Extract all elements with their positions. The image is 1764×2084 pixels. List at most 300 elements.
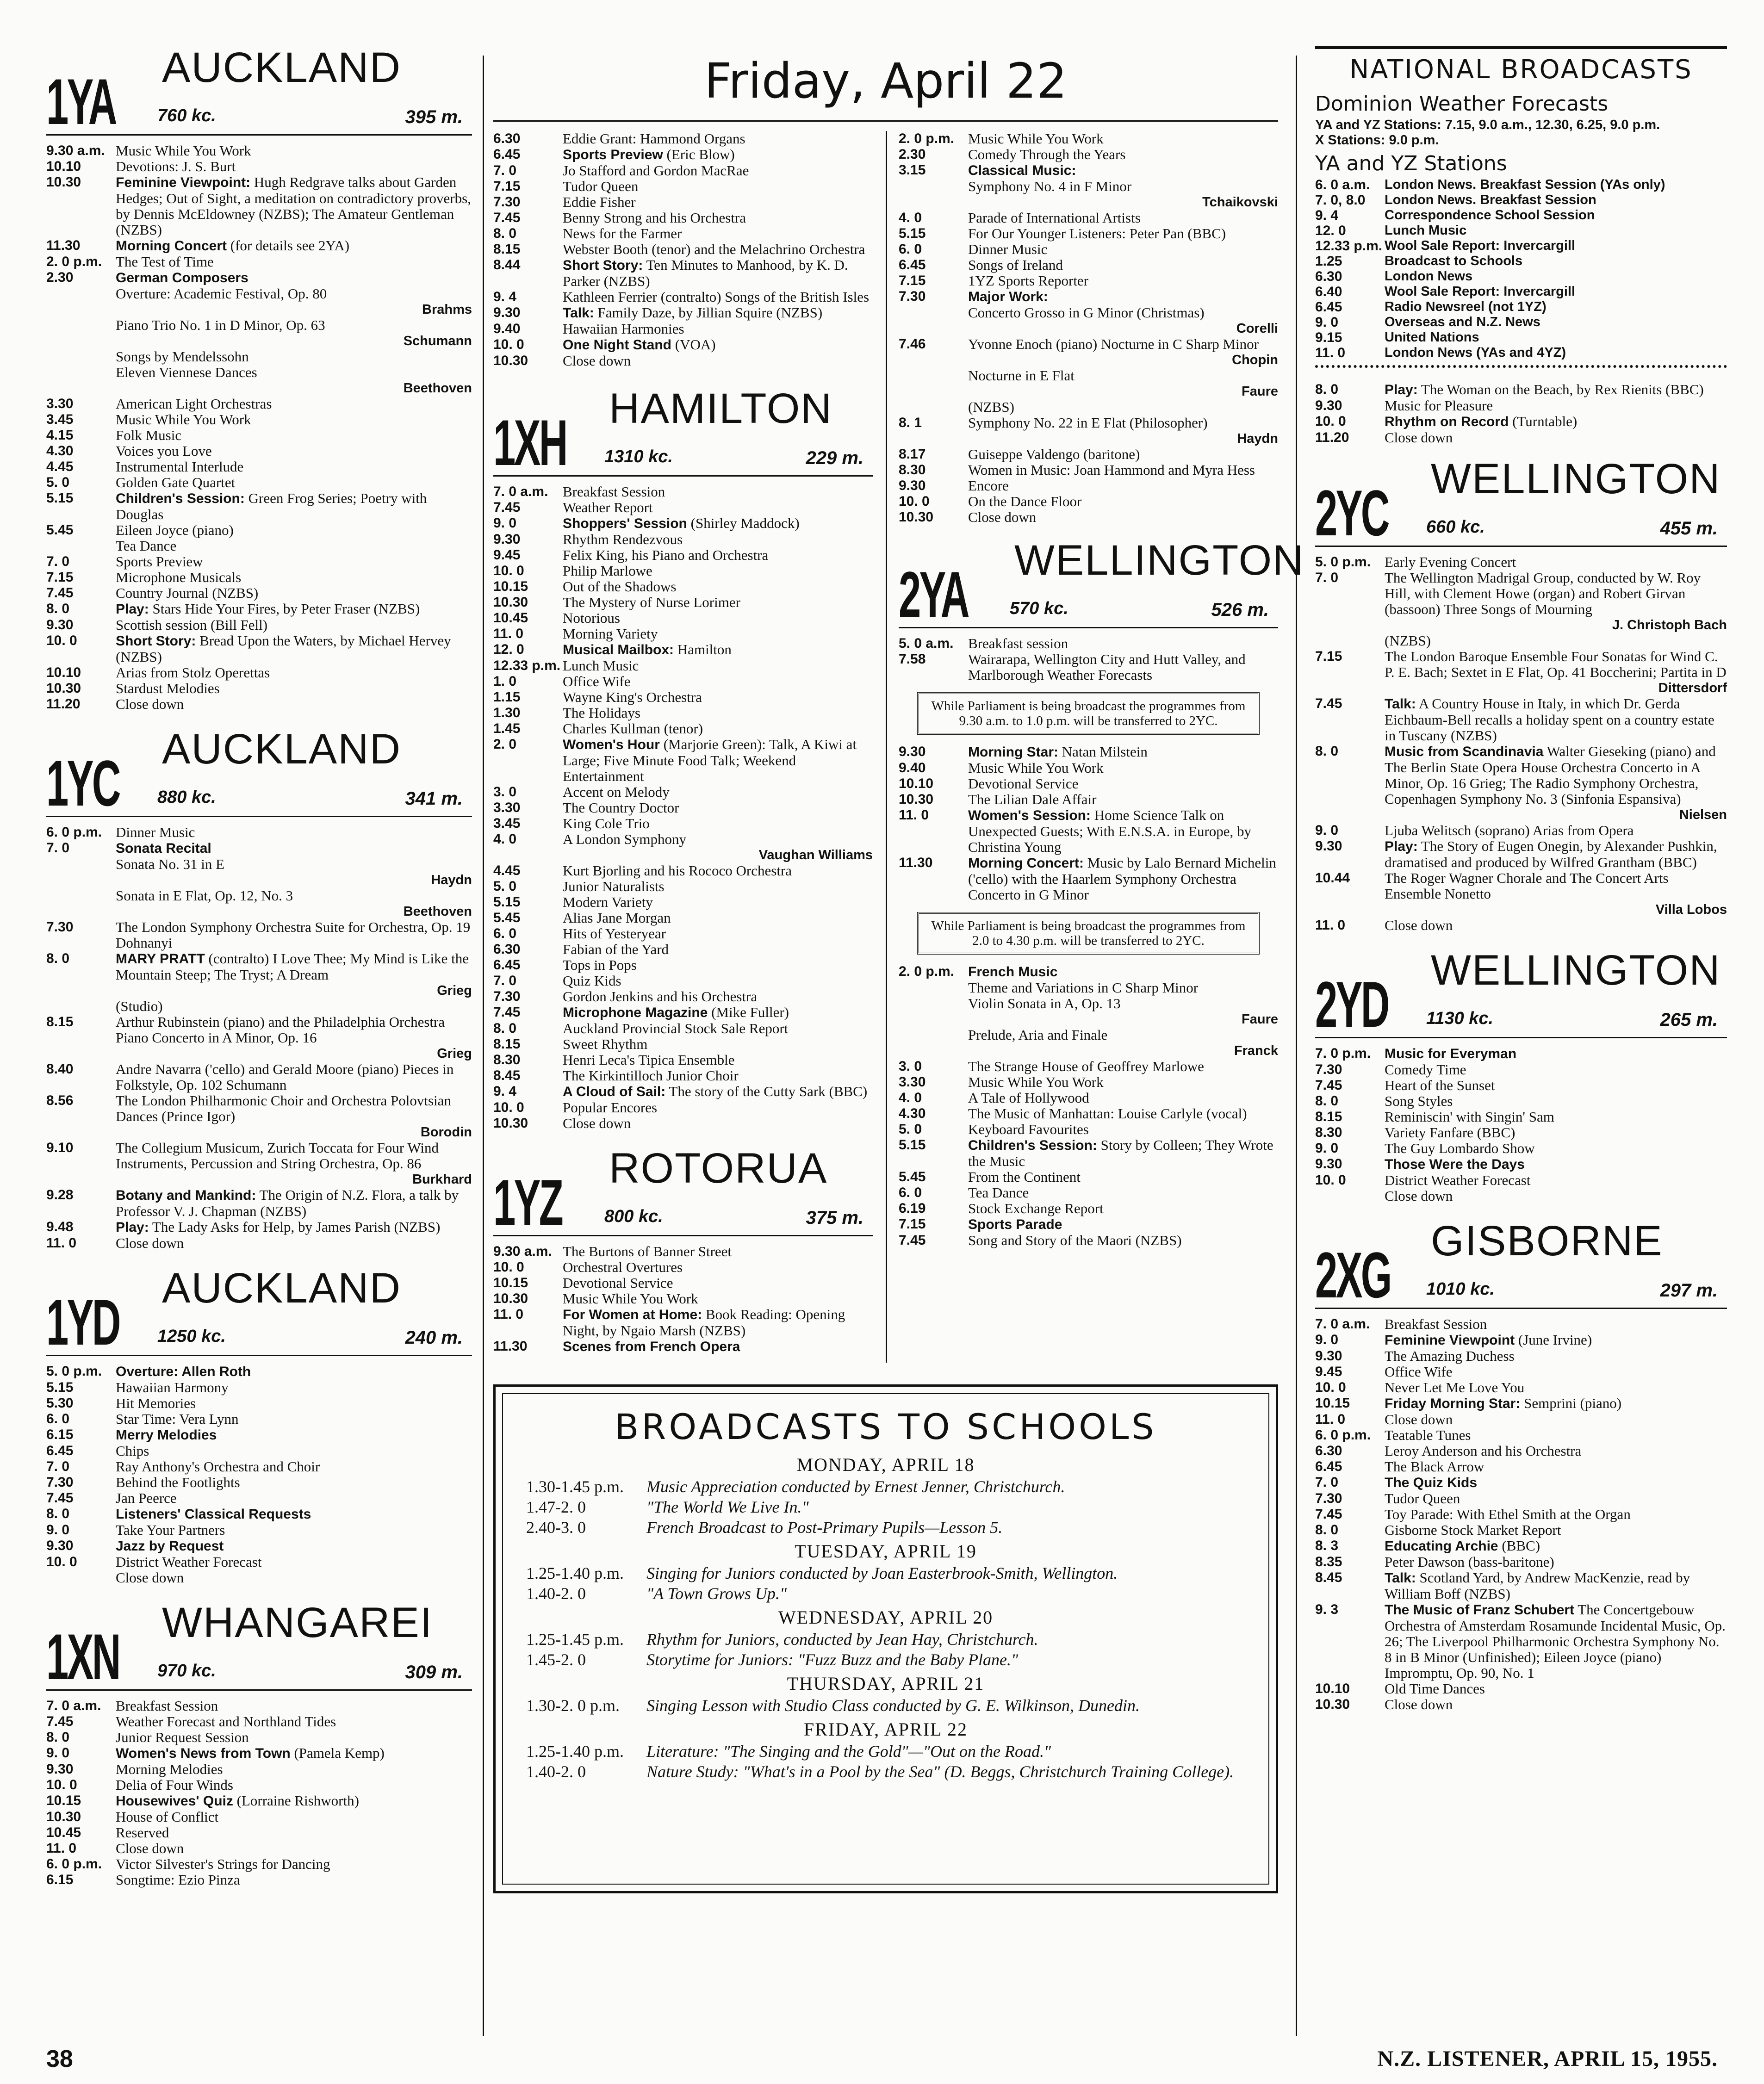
programme-time [46,317,116,333]
programme-time: 5.15 [493,894,521,910]
composer-name: Beethoven [403,381,472,396]
programme-title: Sonata Recital [116,841,211,856]
programme-detail: The Test of Time [116,254,214,270]
programme-text [563,1068,873,1084]
programme-detail: Close down [1385,1696,1453,1712]
parliament-notice: While Parliament is being broadcast the programmes from 9.30 a.m. to 1.0 p.m. will be transferred to 2YC. [917,692,1260,735]
programme-detail: Music While You Work [116,411,251,428]
programme-text [968,855,1278,903]
programme-detail: Comedy Time [1385,1061,1466,1078]
programme-detail: (Marjorie Green): Talk, A Kiwi at Large; Five Minute Food Talk; Weekend Entertainment [563,736,857,784]
programme-row [1315,1396,1727,1412]
programme-detail: Ten Minutes to Manhood, by K. D. Parker (NZBS) [563,257,848,289]
programme-detail: Bread Upon the Waters, by Michael Hervey (NZBS) [116,633,451,665]
programme-row [1315,1188,1727,1204]
station-block [899,537,1304,1248]
programme-time: 9.45 [1315,1364,1342,1379]
programme-text [968,980,1278,996]
programme-text [116,349,472,365]
programme-text [563,1100,873,1116]
programme-time: 7.58 [899,651,926,667]
programme-time: 8. 0 [1315,1093,1339,1109]
programme-list [46,825,472,1251]
schools-description: Music Appreciation conducted by Ernest Jenner, Christchurch. [646,1477,1065,1496]
programme-time: 8. 0 [1315,382,1339,397]
programme-row [1315,1412,1727,1427]
schools-description: Rhythm for Juniors, conducted by Jean Hay, Christchurch. [646,1630,1038,1649]
station-name: HAMILTON [609,385,832,432]
programme-detail: Scottish session (Bill Fell) [116,617,268,633]
programme-row [899,478,1278,494]
programme-row [899,1106,1278,1122]
programme-detail: Kathleen Ferrier (contralto) Songs of the British Isles [563,289,870,305]
programme-text [116,1061,472,1093]
programme-detail: Victor Silvester's Strings for Dancing [116,1856,330,1872]
programme-text [563,242,873,257]
composer-name: Faure [1242,384,1278,399]
programme-time: 8.45 [493,1068,521,1083]
programme-time: 9. 4 [493,289,517,304]
programme-title: Merry Melodies [116,1427,217,1443]
programme-text [1385,570,1727,617]
programme-time: 1. 0 [493,674,517,689]
programme-detail: The Lady Asks for Help, by James Parish (NZBS) [149,1219,441,1235]
programme-time: 7.30 [1315,1062,1342,1077]
station-frequency: 570 kc. [1010,599,1068,618]
programme-detail: Lunch Music [563,657,639,674]
programme-text [563,484,873,500]
programme-row [899,179,1278,194]
station-frequency: 800 kc. [604,1207,663,1226]
programme-text [563,831,873,847]
station-callsign: 1XN [46,1620,119,1693]
programme-time: 9. 0 [1315,823,1339,838]
programme-detail: The Concertgebouw Orchestra of Amsterdam Rosamunde Incidental Music, Op. 26; The Liverpool Philharmonic Orchestra Symphony No. 8 in B Minor (Unfinished); Eileen Joyce (piano) Impromptu, Op. 90, No. 1 [1385,1601,1726,1681]
programme-row [46,1014,472,1046]
programme-text [116,522,472,538]
programme-detail: Benny Strong and his Orchestra [563,210,746,226]
station-header [46,1601,472,1691]
programme-row [1315,414,1727,430]
programme-text [968,131,1278,147]
programme-time: 1.25 [1315,254,1342,269]
programme-text [1385,649,1727,680]
programme-row [493,1275,873,1291]
programme-time: 9. 4 [1315,208,1339,223]
programme-text [563,926,873,942]
programme-time: 11.30 [899,855,933,870]
programme-time: 8.15 [493,242,521,257]
programme-row [1315,1443,1727,1459]
programme-text [1385,1538,1727,1554]
programme-text [563,674,873,689]
programme-text [1385,823,1727,838]
programme-text [968,1185,1278,1201]
programme-text [563,305,873,321]
programme-text [563,1036,873,1052]
programme-detail: Eleven Viennese Dances [116,364,257,380]
programme-time: 10.10 [1315,1681,1350,1696]
schools-broadcast-row [526,1650,1245,1669]
schools-broadcast-row [526,1630,1245,1649]
programme-text [968,179,1278,194]
programme-text [968,651,1278,683]
programme-title: Music from Scandinavia [1385,744,1544,759]
programme-detail: Reminiscin' with Singin' Sam [1385,1109,1554,1125]
programme-row [493,131,873,147]
programme-text [1385,1093,1727,1109]
programme-time: 8. 0 [1315,744,1339,759]
programme-text [116,1364,472,1380]
programme-row [1315,430,1727,446]
programme-text [116,1714,472,1730]
programme-text [1385,1427,1727,1443]
programme-time [46,888,116,904]
national-broadcast-row [1315,192,1727,208]
programme-time: 5. 0 p.m. [46,1364,102,1379]
programme-text [1385,1681,1727,1697]
programme-row [493,1244,873,1259]
programme-time: 6. 0 [493,926,517,941]
programme-row [493,163,873,179]
programme-title: Women's Session: [968,808,1091,823]
programme-time [899,1027,968,1043]
programme-row [493,1021,873,1036]
programme-time: 7. 0 a.m. [493,484,548,499]
programme-row [46,840,472,856]
programme-time [46,349,116,365]
programme-detail: Reserved [116,1824,169,1841]
programme-text [116,159,472,174]
parliament-notice: While Parliament is being broadcast the programmes from 2.0 to 4.30 p.m. will be transferred to 2YC. [917,912,1260,955]
programme-row [1315,649,1727,680]
programme-time: 10.15 [1315,1396,1350,1411]
programme-text [563,1339,873,1355]
column-divider-left [483,56,484,2036]
programme-time: 12.33 p.m. [1315,238,1383,254]
programme-time: 8.56 [46,1093,74,1108]
programme-row [46,1698,472,1714]
programme-detail: Piano Trio No. 1 in D Minor, Op. 63 [116,317,325,333]
programme-row [46,396,472,412]
programme-row [46,665,472,681]
programme-detail: King Cole Trio [563,815,650,831]
programme-text [563,337,873,353]
station-name: AUCKLAND [162,44,402,91]
programme-time: 8.40 [46,1061,74,1077]
programme-time: 9.40 [493,321,521,336]
programme-text [563,257,873,289]
programme-time: 2. 0 p.m. [899,131,955,146]
programme-time: 4.30 [899,1106,926,1121]
programme-time [899,980,968,996]
programme-row [1315,1570,1727,1602]
station-frequency: 760 kc. [157,106,216,125]
programme-detail: (June Irvine) [1515,1332,1592,1348]
subcolumn-right [899,130,1304,1264]
programme-row [493,737,873,784]
programme-text [116,554,472,570]
programme-time: 6.30 [1315,269,1342,284]
programme-row [493,800,873,816]
programme-detail: Music While You Work [968,760,1104,776]
programme-row [493,1291,873,1307]
schools-time: 1.25-1.40 p.m. [526,1742,624,1761]
national-broadcast-row [1315,330,1727,345]
programme-text [116,696,472,712]
programme-detail: Devotions: J. S. Burt [116,158,236,174]
programme-list [899,131,1278,525]
programme-time: 8.35 [1315,1554,1342,1569]
weather-times-x: X Stations: 9.0 p.m. [1315,133,1439,148]
programme-text [968,792,1278,807]
programme-detail: Songs of Ireland [968,257,1063,273]
programme-text [1385,1475,1727,1491]
programme-row [46,1745,472,1761]
programme-detail: Book Reading: Opening Night, by Ngaio Marsh (NZBS) [563,1306,845,1339]
programme-detail: The Collegium Musicum, Zurich Toccata for Four Wind Instruments, Percussion and String Orchestra, Op. 86 [116,1140,439,1172]
programme-detail: Fabian of the Yard [563,941,669,957]
programme-row [1315,633,1727,649]
programme-time: 8. 0 [46,601,70,616]
programme-detail: Dinner Music [968,241,1048,257]
programme-text [968,273,1278,289]
programme-row [46,696,472,712]
programme-row [46,1459,472,1475]
programme-text [116,412,472,428]
programme-detail: Ljuba Welitsch (soprano) Arias from Opera [1385,822,1634,838]
programme-text [116,919,472,951]
programme-detail: Hugh Redgrave talks about Garden Hedges; Out of Sight, a meditation on contradictory proverbs, by Dennis McEldowney (NZBS); The Amateur Gentleman (NZBS) [116,174,471,238]
programme-text [116,1793,472,1809]
programme-text [968,1059,1278,1074]
programme-text [116,143,472,159]
programme-row [899,1074,1278,1090]
programme-time: 7.45 [899,1233,926,1248]
station-frequency: 1130 kc. [1426,1009,1494,1028]
programme-text [1385,1078,1727,1093]
weather-times-ya-yz: YA and YZ Stations: 7.15, 9.0 a.m., 12.30, 6.25, 9.0 p.m. [1315,118,1660,132]
programme-time [899,399,968,415]
programme-row [899,147,1278,162]
programme-time: 9.30 a.m. [493,1244,552,1259]
station-wavelength: 240 m. [405,1327,463,1348]
programme-detail: (Mike Fuller) [708,1004,789,1020]
programme-text [968,147,1278,162]
programme-text [116,1856,472,1872]
programme-text [563,500,873,515]
programme-row [899,855,1278,903]
programme-detail: Variety Fanfare (BBC) [1385,1124,1516,1141]
composer-name: J. Christoph Bach [1612,618,1727,633]
programme-time: 3.45 [46,412,74,427]
programme-text [968,1169,1278,1185]
programme-row [46,522,472,538]
programme-time: 7.45 [1315,696,1342,711]
programme-row [46,1522,472,1538]
programme-text [968,1090,1278,1106]
programme-detail: Breakfast session [968,635,1068,651]
programme-detail: Andre Navarra ('cello) and Gerald Moore (piano) Pieces in Folkstyle, Op. 102 Schumann [116,1061,454,1093]
programme-text [116,490,472,522]
programme-row [899,964,1278,980]
subcolumn-left [493,131,873,1371]
programme-text [968,210,1278,226]
schools-time: 1.47-2. 0 [526,1498,586,1516]
programme-text [968,1106,1278,1122]
programme-detail: Close down [563,1115,631,1131]
programme-text [1385,633,1727,649]
programme-title: Children's Session: [968,1138,1097,1153]
programme-text [116,1825,472,1841]
programme-detail: Correspondence School Session [1385,208,1595,223]
composer-name: Grieg [437,983,472,998]
programme-detail: Sports Preview [116,553,203,570]
programme-title: French Music [968,964,1058,980]
programme-text [1385,1172,1727,1188]
programme-text [1385,1507,1727,1522]
programme-row [46,1714,472,1730]
programme-time: 7.45 [46,1490,74,1506]
programme-text [563,737,873,784]
programme-detail: Close down [1385,917,1453,933]
ya-yz-stations-heading: YA and YZ Stations [1315,152,1507,175]
programme-text [116,1014,472,1046]
programme-time: 9.30 [1315,838,1342,854]
programme-detail: Henri Leca's Tipica Ensemble [563,1052,735,1068]
programme-row [899,636,1278,651]
programme-row [1315,382,1727,398]
programme-detail: Hits of Yesteryear [563,925,666,942]
programme-text [968,462,1278,478]
programme-text [968,996,1278,1011]
programme-detail: Gordon Jenkins and his Orchestra [563,988,758,1005]
programme-row [493,942,873,957]
station-header [899,537,1304,631]
programme-detail: Delia of Four Winds [116,1777,233,1793]
programme-text [116,1570,472,1586]
programme-row [493,1339,873,1355]
programme-detail: Behind the Footlights [116,1474,240,1490]
programme-list [899,964,1278,1248]
programme-detail: Close down [1385,1411,1453,1427]
programme-row [493,910,873,926]
programme-detail: Close down [116,1235,184,1251]
wavy-divider [1315,365,1727,374]
programme-detail: Parade of International Artists [968,210,1141,226]
programme-detail: District Weather Forecast [116,1554,262,1570]
programme-time: 7.30 [1315,1491,1342,1506]
programme-title: A Cloud of Sail: [563,1084,666,1099]
programme-time [46,286,116,302]
programme-title: Short Story: [116,633,196,649]
schools-broadcast-row [526,1762,1245,1781]
programme-text [968,1216,1278,1233]
programme-text [116,585,472,601]
programme-row [46,317,472,333]
programme-row [493,1116,873,1131]
programme-detail: (VOA) [671,336,716,353]
programme-time: 3.30 [46,396,74,411]
programme-time: 8.15 [1315,1109,1342,1124]
programme-text [1385,1412,1727,1427]
programme-row [46,554,472,570]
programme-row [899,257,1278,273]
programme-time: 6. 0 [899,242,922,257]
programme-detail: Eddie Grant: Hammond Organs [563,130,745,147]
programme-row [899,744,1278,760]
programme-row [899,509,1278,525]
programme-text [116,856,472,872]
programme-text [116,475,472,490]
programme-text [1385,1156,1727,1172]
programme-title: Listeners' Classical Requests [116,1507,311,1522]
programme-row [46,1872,472,1888]
programme-text [1385,430,1727,446]
programme-text [116,1396,472,1411]
programme-row [899,210,1278,226]
programme-detail: Quiz Kids [563,973,621,989]
programme-row [899,1122,1278,1137]
programme-time: 7.15 [899,273,926,288]
programme-text [563,163,873,179]
programme-text [116,825,472,840]
programme-time: 10.30 [493,1116,528,1131]
programme-detail: Arthur Rubinstein (piano) and the Philadelphia Orchestra Piano Concerto in A Minor, Op. 16 [116,1014,445,1046]
programme-time [1315,633,1385,649]
programme-detail: Kurt Bjorling and his Rococo Orchestra [563,862,792,879]
programme-time: 11. 0 [493,626,524,641]
programme-detail: The story of the Cutty Sark (BBC) [665,1083,868,1099]
programme-row [1315,1156,1727,1172]
programme-row [46,365,472,380]
programme-time: 10.10 [899,776,934,791]
schools-description: Singing Lesson with Studio Class conducted by G. E. Wilkinson, Dunedin. [646,1696,1140,1715]
programme-time: 4.45 [493,863,521,878]
programme-row [493,689,873,705]
programme-time: 11.20 [46,696,81,712]
station-block [46,1601,472,1888]
programme-time: 1.30 [493,705,521,720]
programme-text [563,800,873,816]
programme-time: 10. 0 [1315,1380,1346,1395]
programme-time [46,365,116,380]
programme-time: 6.45 [1315,1459,1342,1474]
programme-detail: The Guy Lombardo Show [1385,1140,1535,1156]
programme-detail: Modern Variety [563,894,653,910]
programme-row [1315,1697,1727,1712]
programme-text [968,776,1278,792]
programme-time: 7.15 [899,1216,926,1232]
programme-detail: United Nations [1385,330,1479,345]
programme-detail: 1YZ Sports Reporter [968,273,1089,289]
programme-time: 6. 0 p.m. [46,1856,102,1872]
programme-detail: Webster Booth (tenor) and the Melachrino Orchestra [563,241,865,257]
composer-name: Grieg [437,1046,472,1061]
programme-title: Music for Everyman [1385,1046,1517,1061]
programme-time: 9. 0 [1315,1141,1339,1156]
programme-text [116,1745,472,1761]
schools-day-heading: THURSDAY, APRIL 21 [787,1673,985,1694]
programme-row [899,1169,1278,1185]
programme-time: 10. 0 [1315,414,1346,429]
programme-time: 10.30 [899,792,934,807]
programme-detail: The Origin of N.Z. Flora, a talk by Professor V. J. Chapman (NZBS) [116,1187,459,1219]
programme-row [899,289,1278,305]
programme-row [1315,1348,1727,1364]
programme-time: 4. 0 [493,831,517,847]
programme-time: 8.44 [493,257,521,273]
